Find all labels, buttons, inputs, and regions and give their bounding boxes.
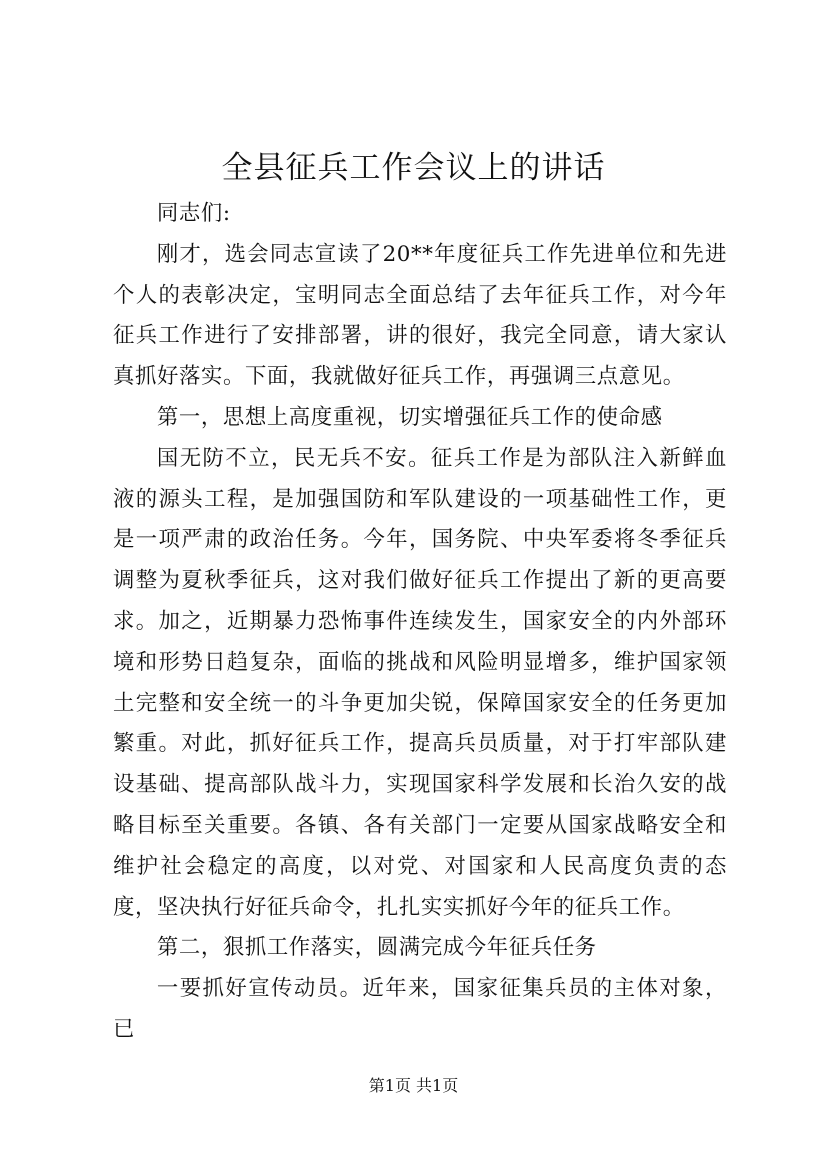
document-body [113,194,727,1051]
paragraph-intro: 刚才，选会同志宣读了20**年度征兵工作先进单位和先进个人的表彰决定，宝明同志全面总结了去年征兵工作，对今年征兵工作进行了安排部署，讲的很好，我完全同意，请大家认真抓好落实。下面，我就做好征兵工作，再强调三点意见。 [113,241,727,390]
page-footer: 第1页 共1页 [368,1076,459,1095]
paragraph-section-1: 国无防不立，民无兵不安。征兵工作是为部队注入新鲜血液的源头工程，是加强国防和军队建设的一项基础性工作，更是一项严肃的政治任务。今年，国务院、中央军委将冬季征兵调整为夏秋季征兵，这对我们做好征兵工作提出了新的更高要求。加之，近期暴力恐怖事件连续发生，国家安全的内外部环境和形势日趋复杂，面临的挑战和风险明显增多，维护国家领土完整和安全统一的斗争更加尖锐，保障国家安全的任务更加繁重。对此，抓好征兵工作，提高兵员质量，对于打牢部队建设基础、提高部队战斗力，实现国家科学发展和长治久安的战略目标至关重要。各镇、各有关部门一定要从国家战略安全和维护社会稳定的高度，以对党、对国家和人民高度负责的态度，坚决执行好征兵命令，扎扎实实抓好今年的征兵工作。 [113,445,727,920]
paragraph-section-2: 一要抓好宣传动员。近年来，国家征集兵员的主体对象，已 [113,976,727,1042]
section-heading-2: 第二，狠抓工作落实，圆满完成今年征兵任务 [156,935,597,961]
section-heading-1: 第一，思想上高度重视，切实增强征兵工作的使命感 [156,404,663,430]
salutation: 同志们: [156,201,231,226]
document-title: 全县征兵工作会议上的讲话 [221,150,606,186]
